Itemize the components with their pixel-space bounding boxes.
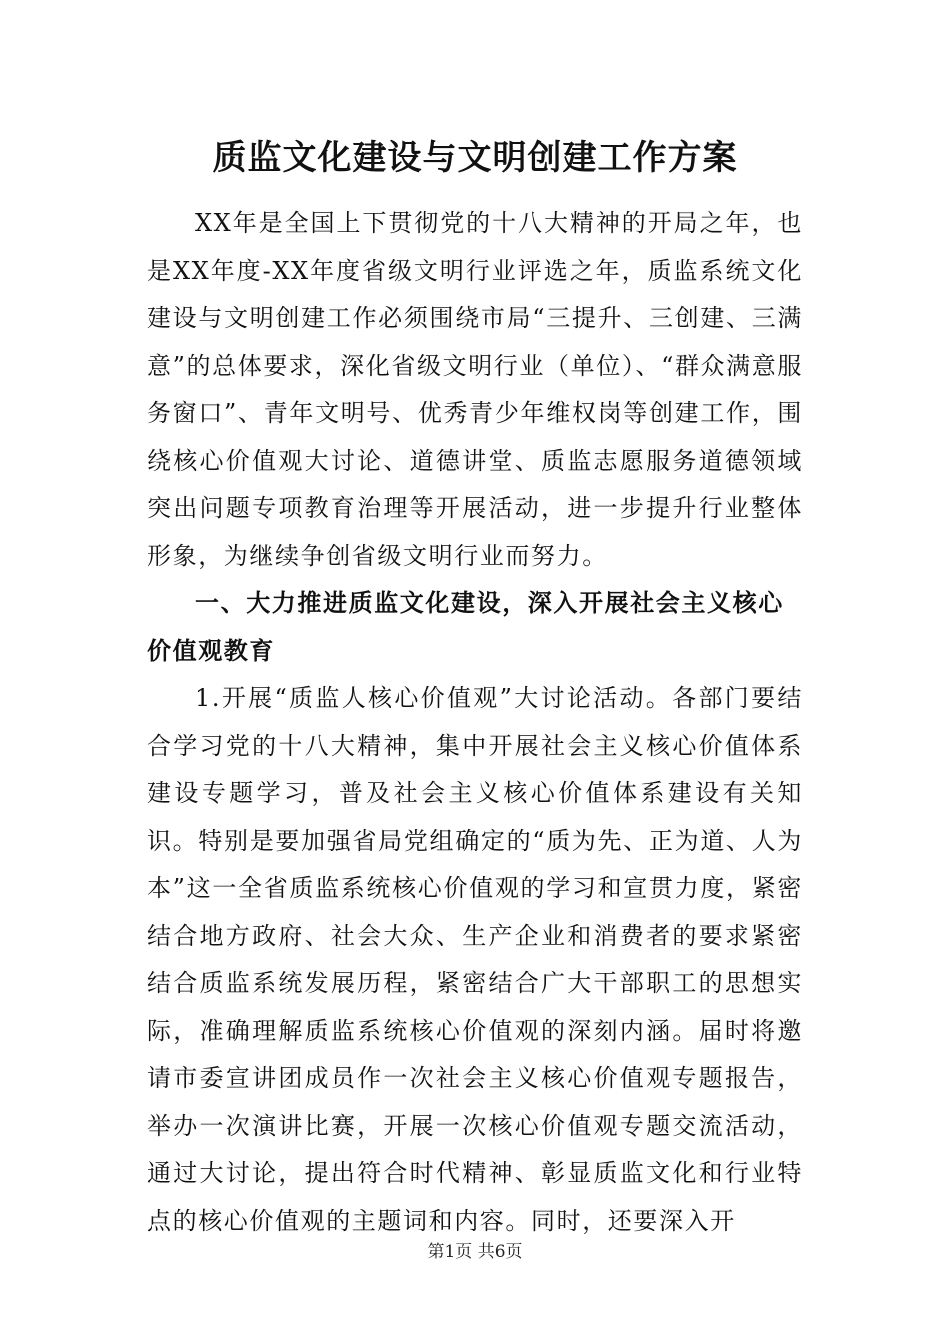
document-title: 质监文化建设与文明创建工作方案: [212, 138, 738, 178]
intro-paragraph: XX年是全国上下贯彻党的十八大精神的开局之年，也是XX年度-XX年度省级文明行业评选之年，质监系统文化建设与文明创建工作必须围绕市局“三提升、三创建、三满意”的总体要求，深化省级文明行业（单位）、“群众满意服务窗口”、青年文明号、优秀青少年维权岗等创建工作，围绕核心价值观大讨论、道德讲堂、质监志愿服务道德领域突出问题专项教育治理等开展活动，进一步提升行业整体形象，为继续争创省级文明行业而努力。: [147, 209, 803, 570]
section-heading-1: 一、大力推进质监文化建设，深入开展社会主义核心价值观教育: [147, 589, 784, 665]
page-footer: 第1页 共6页: [427, 1242, 523, 1262]
item-paragraph-1: 1.开展“质监人核心价值观”大讨论活动。各部门要结合学习党的十八大精神，集中开展社会主义核心价值体系建设专题学习，普及社会主义核心价值体系建设有关知识。特别是要加强省局党组确定的“质为先、正为道、人为本”这一全省质监系统核心价值观的学习和宣贯力度，紧密结合地方政府、社会大众、生产企业和消费者的要求紧密结合质监系统发展历程，紧密结合广大干部职工的思想实际，准确理解质监系统核心价值观的深刻内涵。届时将邀请市委宣讲团成员作一次社会主义核心价值观专题报告，举办一次演讲比赛，开展一次核心价值观专题交流活动，通过大讨论，提出符合时代精神、彰显质监文化和行业特点的核心价值观的主题词和内容。同时，还要深入开: [147, 684, 803, 1235]
document-body: [147, 200, 803, 1245]
